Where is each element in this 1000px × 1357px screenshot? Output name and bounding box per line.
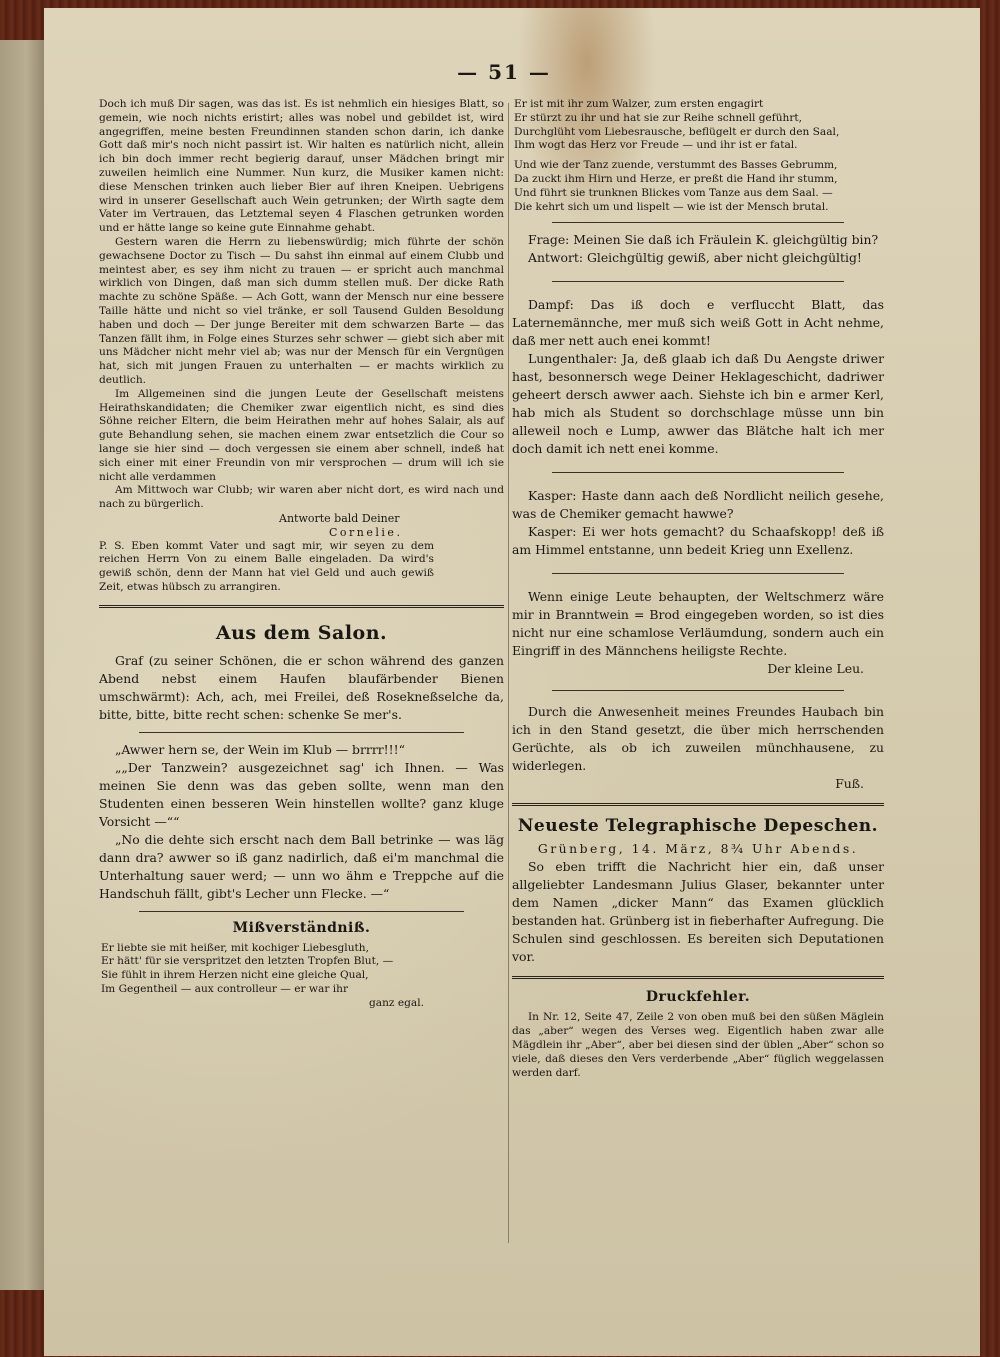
salon-paragraph: „„Der Tanzwein? ausgezeichnet sag' ich Ihnen. — Was meinen Sie denn was das geben sollte, wenn man den Studenten einen besseren Wein hinstellen wollte? ganz kluge Vorsicht —““: [99, 759, 504, 829]
weltschmerz-notice: Wenn einige Leute behaupten, der Weltschmerz wäre mir in Branntwein = Brod eingegeben worden, so ist dies nicht nur eine schamlose Verläumdung, sondern auch ein Eingriff in des Männchens heiligste Rechte.: [512, 589, 884, 659]
salon-heading: Aus dem Salon.: [215, 621, 388, 644]
fuss-notice: Durch die Anwesenheit meines Freundes Haubach bin ich in den Stand gesetzt, die über mich herrschenden Gerüchte, als ob ich zuweilen münchhausene, zu widerlegen.: [512, 704, 884, 774]
poem-line: Und wie der Tanz zuende, verstummt des Basses Gebrumm,: [514, 159, 838, 172]
dialogue-kasper: Kasper: Ei wer hots gemacht? du Schaafskopp! deß iß am Himmel entstanne, unn bedeit Krieg unn Exellenz.: [512, 524, 884, 558]
letter-paragraph: Im Allgemeinen sind die jungen Leute der Gesellschaft meistens Heirathskandidaten; die Chemiker zwar eigentlich nicht, es sind dies Söhne reicher Eltern, die beim Heirathen mehr auf hohes Salair, als auf gute Behandlung sehen, sie machen einem zwar entsetzlich die Cour so lange sie hier sind — doch vergessen sie einem aber schnell, indeß hat sich einer mit einer Freundin von mir versprochen — drum will ich sie nicht alle verdammen: [99, 387, 504, 483]
right-column: [512, 98, 884, 1080]
verse-line: Er liebte sie mit heißer, mit kochiger Liebesgluth,: [101, 941, 369, 954]
salon-paragraph: Graf (zu seiner Schönen, die er schon während des ganzen Abend nebst einem Haufen blaufärbender Bienen umschwärmt): Ach, ach, mei Freilei, deß Rosekneßselche da, bitte, bitte, bitte recht schen: schenke Se mer's.: [99, 652, 504, 722]
letter-paragraph: Am Mittwoch war Clubb; wir waren aber nicht dort, es wird nach und nach zu bürgerlich.: [99, 484, 504, 511]
notice-signature: Fuß.: [835, 776, 864, 792]
verse-line: ganz egal.: [369, 996, 424, 1009]
section-divider: [99, 605, 504, 608]
verse-line: Im Gegentheil — aux controlleur — er war ihr: [101, 983, 349, 996]
salon-paragraph: „Awwer hern se, der Wein im Klub — brrrr!!!“: [115, 741, 405, 757]
misunderstanding-heading: Mißverständniß.: [232, 919, 371, 936]
letter-closing: Antworte bald Deiner: [279, 511, 400, 525]
verse-line: Sie fühlt in ihrem Herzen nicht eine gleiche Qual,: [101, 969, 369, 982]
section-divider: [512, 976, 884, 979]
short-rule: [552, 222, 844, 223]
letter-signature: Cornelie.: [329, 525, 403, 539]
letter-paragraph: Gestern waren die Herrn zu liebenswürdig; mich führte der schön gewachsene Doctor zu Tisch — Du sahst ihn einmal auf einem Clubb und meintest aber, es sey ihm nicht zu trauen — er spricht auch manchmal wirklich von Dingen, daß man sich dumm stellen muß. Der dicke Rath machte zu schöne Späße. — Ach Gott, wann der Mensch nur eine bessere Taille hätte und nicht so viel tränke, er soll Tausend Gulden Besoldung haben und doch — Der junge Bereiter mit dem schwarzen Barte — das Tanzen fällt ihm, in Folge eines Sturzes sehr schwer — giebt sich aber mit uns Mädcher nicht mehr viel ab; was nur der Mensch für ein Vergnügen hat, sich mit jungen Frauen zu unterhalten — er machts wirklich zu deutlich.: [99, 235, 504, 386]
short-rule: [139, 732, 464, 733]
dialogue-lungenthaler: Lungenthaler: Ja, deß glaab ich daß Du Aengste driwer hast, besonnersch wege Deiner Heklageschicht, dadriwer geheert dersch awwer aach. Siehste ich bin e armer Kerl, hab mich als Student so dorchschlage müsse unn bin alleweil noch e Lump, awwer das Blätche halt ich mer doch damit ich nett enei komme.: [512, 351, 884, 457]
short-rule: [552, 573, 844, 574]
section-divider: [512, 803, 884, 806]
poem-line: Ihm wogt das Herz vor Freude — und ihr ist er fatal.: [514, 139, 798, 152]
letter-paragraph: Doch ich muß Dir sagen, was das ist. Es ist nehmlich ein hiesiges Blatt, so gemein, wie noch nichts eristirt; alles was nobel und gebildet ist, wird angegriffen, meine besten Freundinnen standen schon darin, ich danke Gott daß mir's noch nicht passirt ist. Wir halten es natürlich nicht, allein ich bin doch immer recht begierig darauf, unser Mädchen bringt mir zuweilen heimlich eine Nummer. Nun kurz, die Musiker kamen nicht: diese Menschen trinken auch lieber Bier auf ihren Kneipen. Uebrigens wird in unserer Gesellschaft auch Wein getrunken; der Wirth sagte dem Vater im Vertrauen, das Letztemal seyen 4 Flaschen getrunken worden und er hätte lange so keine gute Einnahme gehabt.: [99, 98, 504, 235]
telegraph-dateline: Grünberg, 14. März, 8¾ Uhr Abends.: [537, 841, 859, 857]
telegraph-body: So eben trifft die Nachricht hier ein, daß unser allgeliebter Landesmann Julius Glaser, bekannter unter dem Namen „dicker Mann“ das Examen glücklich bestanden hat. Grünberg ist in fieberhafter Aufregung. Die Schulen sind geschlossen. Es bereiten sich Deputationen vor.: [512, 859, 884, 965]
errata-heading: Druckfehler.: [645, 989, 751, 1006]
question: Frage: Meinen Sie daß ich Fräulein K. gleichgültig bin?: [528, 232, 879, 248]
poem-line: Die kehrt sich um und lispelt — wie ist der Mensch brutal.: [514, 200, 829, 213]
page-number: — 51 —: [457, 60, 551, 84]
column-divider: [508, 103, 509, 1243]
short-rule: [552, 690, 844, 691]
short-rule: [139, 911, 464, 912]
newspaper-page: [44, 8, 980, 1356]
telegraph-heading: Neueste Telegraphische Depeschen.: [517, 816, 879, 837]
answer: Antwort: Gleichgültig gewiß, aber nicht gleichgültig!: [528, 250, 862, 266]
postscript: P. S. Eben kommt Vater und sagt mir, wir seyen zu dem reichen Herrn Von zu einem Balle eingeladen. Da wird's gewiß schön, denn der Mann hat viel Geld und auch gewiß Zeit, etwas hübsch zu arrangiren.: [99, 539, 434, 593]
adjacent-page-edge: [0, 40, 44, 1290]
poem-line: Er ist mit ihr zum Walzer, zum ersten engagirt: [514, 98, 764, 110]
dialogue-kasper: Kasper: Haste dann aach deß Nordlicht neilich gesehe, was de Chemiker gemacht hawwe?: [512, 488, 884, 522]
poem-line: Da zuckt ihm Hirn und Herze, er preßt die Hand ihr stumm,: [514, 172, 838, 185]
poem-line: Und führt sie trunknen Blickes vom Tanze aus dem Saal. —: [514, 186, 833, 199]
short-rule: [552, 472, 844, 473]
errata-body: In Nr. 12, Seite 47, Zeile 2 von oben muß bei den süßen Mäglein das „aber“ wegen des Verses weg. Eigentlich haben zwar alle Mägdlein ihr „Aber“, aber bei diesen sind der üblen „Aber“ schon so viele, daß dieses den Vers verderbende „Aber“ füglich weggelassen werden darf.: [512, 1011, 884, 1079]
dialogue-dampf: Dampf: Das iß doch e verfluccht Blatt, das Laternemännche, mer muß sich weiß Gott in Acht nehme, daß mer nett auch enei kommt!: [512, 297, 884, 349]
poem-line: Er stürzt zu ihr und hat sie zur Reihe schnell geführt,: [514, 111, 803, 124]
verse-line: Er hätt' für sie verspritzet den letzten Tropfen Blut, —: [101, 955, 394, 968]
poem-line: Durchglüht vom Liebesrausche, beflügelt er durch den Saal,: [514, 125, 840, 138]
left-column: [99, 98, 504, 1011]
salon-paragraph: „No die dehte sich erscht nach dem Ball betrinke — was läg dann dra? awwer so iß ganz nadirlich, daß ei'm manchmal die Unterhaltung sauer werd; — unn wo ähm e Treppche auf die Handschuh fällt, gibt's Lecher unn Flecke. —“: [99, 831, 504, 901]
short-rule: [552, 281, 844, 282]
notice-signature: Der kleine Leu.: [767, 661, 864, 677]
